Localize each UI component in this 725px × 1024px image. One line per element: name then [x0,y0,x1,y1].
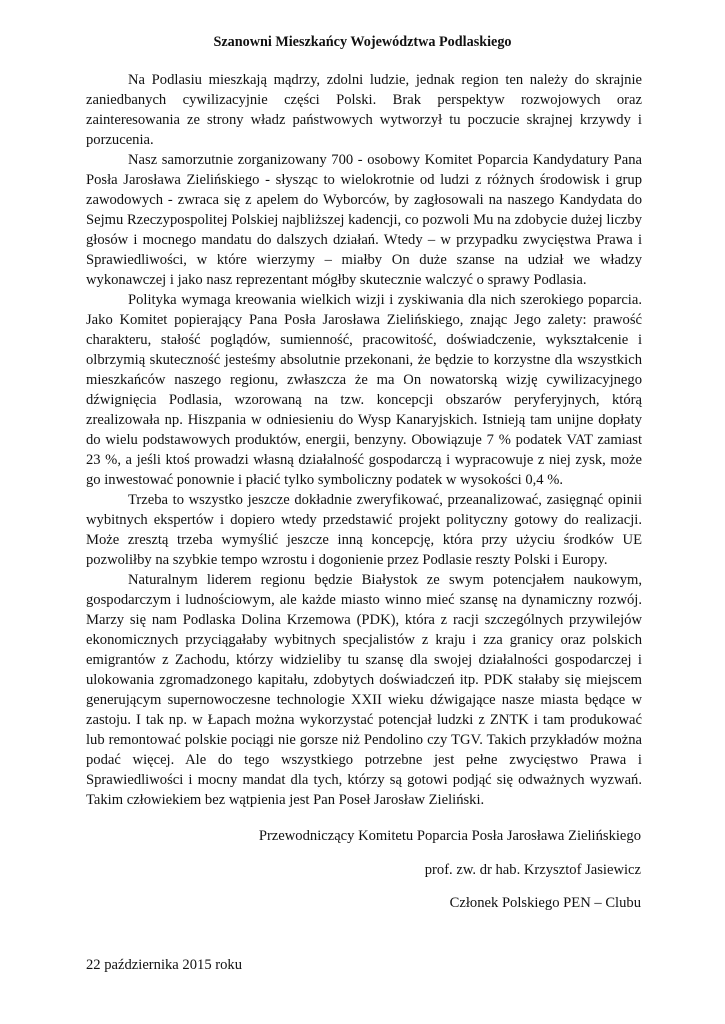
letter-date: 22 października 2015 roku [86,957,243,973]
signature-committee-title: Przewodniczący Komitetu Poparcia Posła Jarosława Zielińskiego [258,828,641,844]
paragraph-1: Na Podlasiu mieszkają mądrzy, zdolni ludzie, jednak region ten należy do skrajnie zaniedbanych cywilizacyjnie części Polski. Brak perspektyw rozwojowych oraz zainteresowania ze strony władz państwowych wytworzył tu poczucie skrajnej krzywdy i porzucenia. [86,72,642,148]
letter-title: Szanowni Mieszkańcy Województwa Podlaskiego [213,34,512,50]
signature-name: prof. zw. dr hab. Krzysztof Jasiewicz [424,862,641,878]
paragraph-4: Trzeba to wszystko jeszcze dokładnie zweryfikować, przeanalizować, zasięgnąć opinii wybitnych ekspertów i dopiero wtedy przedstawić projekt polityczny gotowy do realizacji. Może zresztą trzeba wymyślić jeszcze inną koncepcję, która przy użyciu środków UE pozwoliłby na szybkie tempo wzrostu i dogonienie przez Podlasie reszty Polski i Europy. [86,492,642,568]
letter-body [86,70,642,810]
paragraph-2: Nasz samorzutnie zorganizowany 700 - osobowy Komitet Poparcia Kandydatury Pana Posła Jarosława Zielińskiego - słysząc to wielokrotnie od ludzi z różnych środowisk i grup zawodowych - zwraca się z apelem do Wyborców, by zagłosowali na naszego Kandydata do Sejmu Rzeczypospolitej Polskiej najbliższej kadencji, co pozwoli Mu na zdobycie dużej liczby głosów i mocnego mandatu do dalszych działań. Wtedy – w przypadku zwycięstwa Prawa i Sprawiedliwości, w które wierzymy – miałby On duże szanse na udział we władzy wykonawczej i jako nasz reprezentant mógłby skutecznie walczyć o sprawy Podlasia. [86,152,642,288]
paragraph-5: Naturalnym liderem regionu będzie Białystok ze swym potencjałem naukowym, gospodarczym i ludnościowym, ale każde miasto winno mieć szansę na dynamiczny rozwój. Marzy się nam Podlaska Dolina Krzemowa (PDK), która z racji szczególnych przywilejów ekonomicznych przyciągałaby wybitnych specjalistów z kraju i zza granicy oraz polskich emigrantów z Zachodu, którzy widzieliby tu szansę dla swojej działalności gospodarczej i ulokowania zgromadzonego kapitału, zdobytych doświadczeń itp. PDK stałaby się miejscem generującym supernowoczesne technologie XXII wieku dźwigające nasze miasta będące w zastoju. I tak np. w Łapach można wykorzystać potencjał ludzki z ZNTK i tam produkować lub remontować polskie pociągi nie gorsze niż Pendolino czy TGV. Takich przykładów można podać więcej. Ale do tego wszystkiego potrzebne jest pełne zwycięstwo Prawa i Sprawiedliwości i mocny mandat dla tych, którzy są gotowi podjąć się odważnych wyzwań. Takim człowiekiem bez wątpienia jest Pan Poseł Jarosław Zieliński. [86,572,642,808]
signature-affiliation: Członek Polskiego PEN – Clubu [449,895,641,911]
paragraph-3: Polityka wymaga kreowania wielkich wizji i zyskiwania dla nich szerokiego poparcia. Jako Komitet popierający Pana Posła Jarosława Zielińskiego, znając Jego zalety: prawość charakteru, stałość poglądów, sumienność, pracowitość, doświadczenie, wykształcenie i olbrzymią skuteczność jesteśmy absolutnie przekonani, że będzie to korzystne dla wszystkich mieszkańców naszego regionu, zwłaszcza że ma On nowatorską wizję cywilizacyjnego dźwignięcia Podlasia, wzorowaną na tzw. koncepcji obszarów peryferyjnych, którą zrealizowała np. Hiszpania w odniesieniu do Wysp Kanaryjskich. Istnieją tam unijne dopłaty do wielu podstawowych produktów, energii, benzyny. Obowiązuje 7 % podatek VAT zamiast 23 %, a jeśli ktoś prowadzi własną działalność gospodarczą i wypracowuje z niej zysk, może go inwestować ponownie i płacić tylko symboliczny podatek w wysokości 0,4 %. [86,292,642,488]
